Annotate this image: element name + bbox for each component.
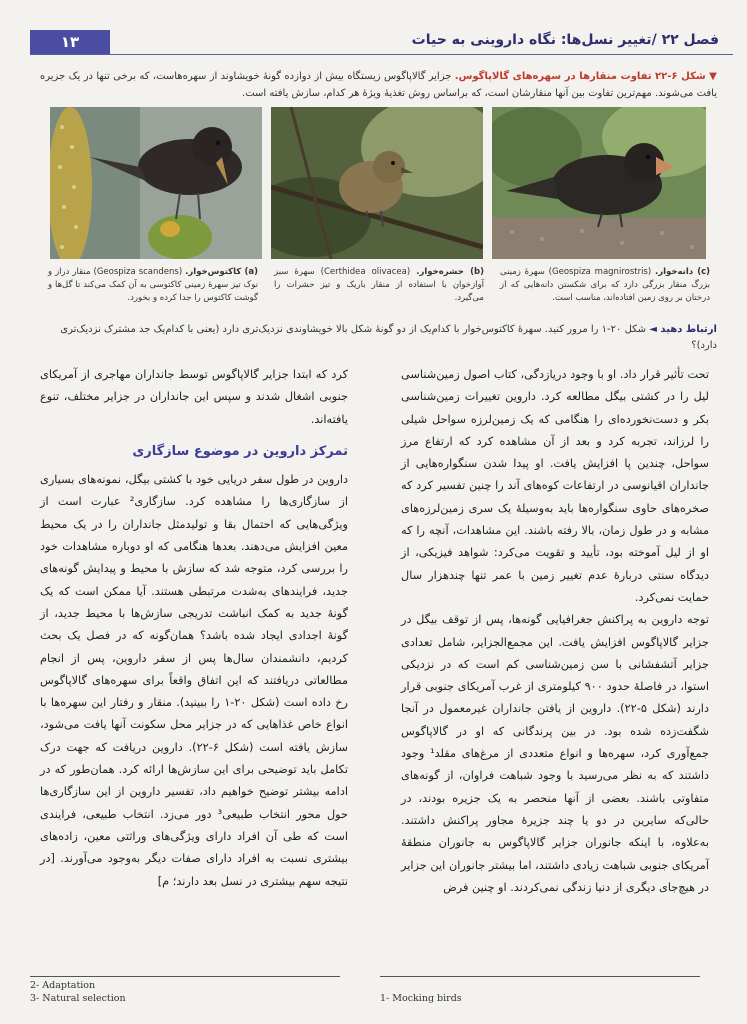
- photo-warbler-finch: [271, 107, 483, 259]
- page-header: [30, 30, 733, 55]
- footnote-natural-selection: 3- Natural selection: [30, 993, 126, 1004]
- panel-caption-a: (a) کاکتوس‌خوار. (Geospiza scandens) منقار دراز و نوک تیز سهرهٔ زمینی کاکتوسی به آن کمک می‌کند تا گل‌ها و گوشت کاکتوس را جدا کرده و بخورد.: [48, 267, 259, 303]
- page-number: ۱۳: [30, 30, 110, 54]
- footnote-adaptation: 2- Adaptation: [30, 980, 96, 991]
- paragraph: توجه داروین به پراکنش جغرافیایی گونه‌ها، پس از توقف بیگل در جزایر گالاپاگوس افزایش یافت. این مجمع‌الجزایر، شامل تعدادی جزایر آتشفشانی با سن زمین‌شناسی کم است که در نزدیکی استوا، در فاصلهٔ حدود ۹۰۰ کیلومتری از غرب آمریکای جنوبی قرار دارند (شکل ۵-۲۲). داروین از یافتن جانداران غیرمعمول در آنجا شگفت‌زده شده بود. در بین پرندگانی که او در گالاپاگوس جمع‌آوری کرد، سهره‌ها و انواع متعددی از مرغ‌های مقلد¹ وجود داشتند که به نظر می‌رسید با وجود شباهت فراوان، از گونه‌های متفاوتی باشند. بعضی از آنها منحصر به یک جزیره بودند، در حالی‌که سایرین در دو یا چند جزیرهٔ مجاور پراکنش داشتند. به‌علاوه، با اینکه جانوران جزایر گالاپاگوس به جانوران منطقهٔ آمریکای جنوبی شباهت زیادی داشتند، اما بیشتر جانوران این جزایر در هیچ‌جای دیگری از دنیا زندگی نمی‌کردند. او چنین فرض: [401, 613, 709, 894]
- figure-label: شکل ۶-۲۲: [655, 71, 706, 82]
- paragraph: کرد که ابتدا جزایر گالاپاگوس توسط جانداران مهاجری از آمریکای جنوبی اشغال شدند و سپس این جانداران در جزایر مختلف، تنوع یافته‌اند.: [40, 368, 348, 426]
- figure-caption-text: جزایر گالاپاگوس زیستگاه بیش از دوازده گونهٔ خویشاوند از سهره‌هاست، که برخی تنها در یک جزیره یافت می‌شوند. مهم‌ترین تفاوت بین آنها منقارشان است، که براساس روش تغذیهٔ ویژهٔ هر کدام، سازش یافته است.: [40, 71, 717, 99]
- paragraph: داروین در طول سفر دریایی خود با کشتی بیگل، نمونه‌های بسیاری از سازگاری‌ها را مشاهده کرد. سازگاری² عبارت است از ویژگی‌هایی که احتمال بقا و تولیدمثل جانداران را در یک محیط معین افزایش می‌دهند. بعدها هنگامی که او دوباره مشاهدات خود را بررسی کرد، متوجه شد که سازش با محیط و پیدایش گونه‌های جدید، فرایندهای به‌شدت مرتبطی هستند. آیا ممکن است که یک گونهٔ جدید به کمک انباشت تدریجی سازش‌ها با محیط جدید، از گونهٔ اجدادی ایجاد شده باشد؟ همان‌گونه که در فصل یک بحث کردیم، دانشمندان سال‌ها پس از سفر داروین، پس از انجام مطالعاتی دریافتند که این اتفاق واقعاً برای سهره‌های گالاپاگوس رخ داده است (شکل ۲۰-۱ را ببینید). منقار و رفتار این سهره‌ها با انواع خاص غذاهایی که در جزایر محل سکونت آنها یافت می‌شود، سازش یافته است (شکل ۶-۲۲). داروین دریافت که جهت درک تکامل باید توضیحی برای این سازش‌ها ارائه کرد. همان‌طور که در ادامه بیشتر توضیح خواهیم داد، تفسیر داروین از این سازگاری‌ها حول محور انتخاب طبیعی³ دور می‌زد. انتخاب طبیعی، فرایندی است که طی آن افراد دارای ویژگی‌های وراثتی معین، زاده‌های بیشتری نسبت به افراد دارای صفات دیگر به‌وجود می‌آورند. [در نتیجه سهم بیشتری در نسل بعد دارند؛ م]: [40, 473, 348, 888]
- photo-cactus-finch: [50, 107, 262, 259]
- panel-caption-c: (c) دانه‌خوار. (Geospiza magnirostris) سهرهٔ زمینی بزرگ منقار بزرگی دارد که برای شکستن دانه‌هایی که از درختان بر روی زمین افتاده‌اند، مناسب است.: [500, 267, 711, 303]
- footnote-divider: [30, 976, 340, 977]
- panel-caption-b: (b) حشره‌خوار. (Certhidea olivacea) سهرهٔ سبز آوازخوان با استفاده از منقار باریک و تیز حشرات را می‌گیرد.: [274, 267, 485, 303]
- triangle-marker-icon: ▼: [709, 71, 717, 82]
- footnote-divider: [380, 976, 700, 977]
- section-heading: تمرکز داروین در موضوع سازگاری: [132, 443, 348, 459]
- right-column: [401, 364, 709, 899]
- connect-text: شکل ۲۰-۱ را مرور کنید. سهرهٔ کاکتوس‌خوار با کدام‌یک از دو گونهٔ شکل بالا خویشاوندی نزدیک‌تری دارد (یعنی با کدام‌یک جد مشترک نزدیک‌تری دارد)؟: [60, 324, 717, 351]
- figure-title: تفاوت منقارها در سهره‌های گالاپاگوس.: [454, 71, 652, 82]
- panel-captions: [40, 266, 710, 316]
- photo-ground-finch: [492, 107, 706, 259]
- finch-photos: [50, 107, 706, 259]
- footnote-mocking-birds: 1- Mocking birds: [380, 993, 462, 1004]
- connect-label: ارتباط دهید ◄: [649, 324, 717, 335]
- chapter-title: فصل ۲۲ /تغییر نسل‌ها: نگاه داروینی به حیات: [411, 32, 719, 48]
- connect-question: [40, 322, 717, 354]
- figure-caption: [40, 68, 717, 102]
- paragraph: تحت تأثیر قرار داد. او با وجود دریازدگی، کتاب اصول زمین‌شناسی لیل را در کشتی بیگل مطالعه کرد. داروین تغییرات زمین‌شناسی بکر و دست‌نخورده‌ای را هنگامی که یک زمین‌لرزه سواحل شیلی را لرزاند، تجربه کرد و بعد از آن مشاهده کرد که ارتفاع مرز سواحل، چندین پا افزایش یافت. او پیدا شدن سنگواره‌هایی از جانداران اقیانوسی در ارتفاعات کوه‌های آند را چنین تفسیر کرد که صخره‌های حاوی سنگواره‌ها باید به‌وسیلهٔ یک سری زمین‌لرزه‌های مشابه و در طول زمان، بالا رفته باشند. این مشاهدات، آنچه را که او از لیل آموخته بود، تأیید و تقویت می‌کرد: شواهد فیزیکی، از دیدگاه سنتی دربارهٔ عدم تغییر زمین با عمر تنها چندهزار سال حمایت نمی‌کرد.: [401, 368, 709, 604]
- left-column: [40, 364, 348, 893]
